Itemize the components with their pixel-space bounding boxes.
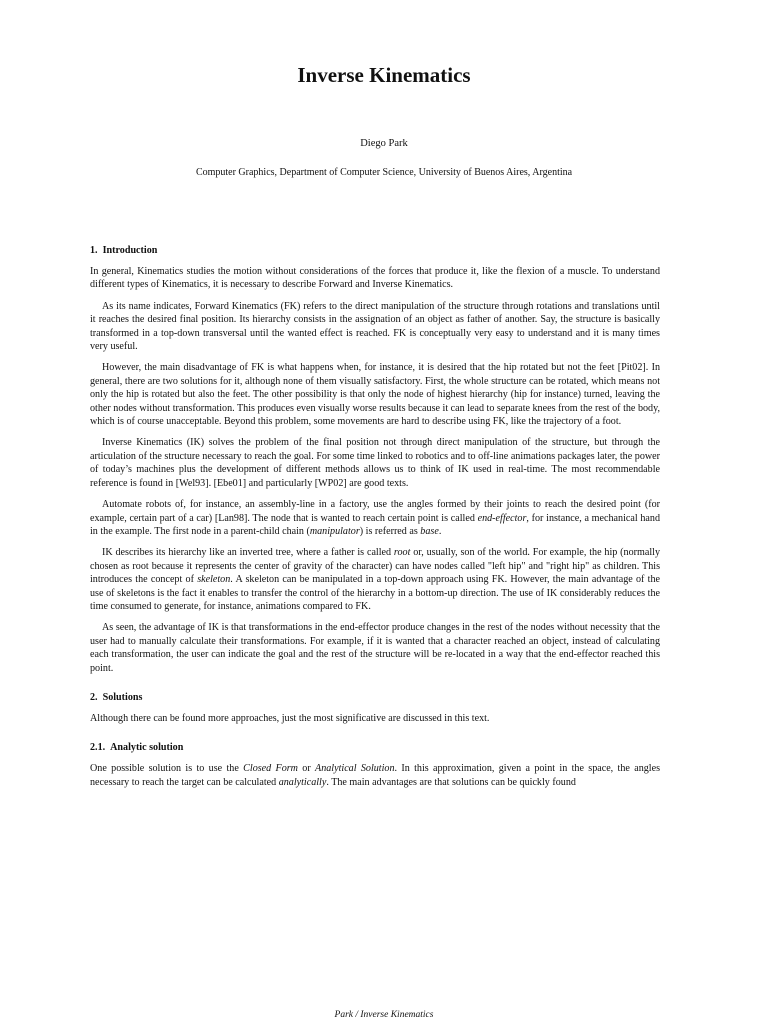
author-affiliation: Computer Graphics, Department of Computer Science, University of Buenos Aires, Argentina: [195, 167, 573, 178]
author-name: Diego Park: [360, 138, 408, 149]
paragraph: [90, 498, 660, 538]
emphasis: base: [420, 525, 439, 537]
section-number: 1.: [90, 245, 98, 256]
emphasis: root: [393, 547, 411, 559]
section-title: Analytic solution: [110, 742, 184, 754]
text-run: .: [438, 525, 442, 537]
text-run: . A skeleton can be manipulated in a top-down approach using FK. However, the main advantage of the use of skeletons is the fact it enables to transfer the control of the hierarchy in a bottom-up direction. The use of IK considerably reduces the time consumed to generate, for instance, animations compared to FK.: [90, 574, 661, 612]
emphasis: Analytical Solution: [315, 763, 395, 775]
text-run: , for instance, a mechanical hand in the example. The first node in a parent-child chain (: [90, 512, 660, 537]
text-run: . In this approximation, given a point in the space, the angles necessary to reach the target can be calculated: [90, 763, 660, 788]
emphasis: skeleton: [197, 574, 231, 586]
paragraph: In general, Kinematics studies the motion without considerations of the forces that produce it, like the flexion of a muscle. To understand different types of Kinematics, it is necessary to describe Forward and Inverse Kinematics.: [90, 266, 660, 291]
section-heading-introduction: [90, 244, 660, 257]
paper-title: Inverse Kinematics: [297, 63, 471, 87]
paragraph: As its name indicates, Forward Kinematics (FK) refers to the direct manipulation of the structure through rotations and translations until it reaches the desired final position. Its hierarchy consists in the assignation of an object as father of another. Say, the structure is basically transformed in a top-down transversal until the wanted effect is reached. FK is conceptually very easy to understand and it is many times very useful.: [90, 300, 660, 353]
section-number: 2.: [90, 691, 98, 703]
emphasis: Closed Form: [243, 763, 298, 775]
section-title: Solutions: [102, 691, 143, 703]
paragraph: [90, 546, 660, 613]
paragraph: Inverse Kinematics (IK) solves the problem of the final position not through direct manipulation of the structure, but through the articulation of the structure necessary to reach the goal. For some time linked to robotics and to off-line animations packages later, the power of today’s machines plus the development of different methods allows us to think of IK used in real-time. The most recommendable reference is found in [Wel93]. [Ebe01] and particularly [WP02] are good texts.: [90, 437, 660, 489]
paragraph: As seen, the advantage of IK is that transformations in the end-effector produce changes in the rest of the nodes without necessity that the user had to manually calculate their transformations. For example, if it is wanted that a character reached an object, instead of calculating each transformation, the user can indicate the goal and the rest of the structure will be re-located in a way that the end-effector reached this point.: [90, 622, 660, 674]
emphasis: end-effector: [477, 512, 527, 524]
paper-body: [90, 244, 660, 797]
section-title: Introduction: [102, 245, 158, 256]
text-run: Automate robots of, for instance, an assembly-line in a factory, use the angles formed by their joints to reach the desired point (for example, certain part of a car) [Lan98]. The node that is wanted to reach certain point is called: [90, 499, 660, 524]
section-heading-solutions: [90, 691, 660, 704]
running-footer: Park / Inverse Kinematics: [334, 1010, 434, 1020]
paragraph: However, the main disadvantage of FK is what happens when, for instance, it is desired that the hip rotated but not the feet [Pit02]. In general, there are two solutions for it, although none of them visually satisfactory. First, the whole structure can be rotated, which means not only the hip is rotated but also the feet. The other possibility is that only the node of highest hierarchy (hip for instance) turned, leaving the other nodes without transformation. This produces even visually worse results because it can lead to separate knees from the rest of the body, which is of course unacceptable. Beyond this problem, some movements are hard to describe using FK, like the trajectory of a foot.: [90, 362, 660, 428]
text-run: One possible solution is to use the: [90, 763, 244, 775]
section-number: 2.1.: [90, 742, 106, 754]
paragraph: [90, 762, 660, 789]
text-run: or, usually, son of the world. For example, the hip (normally chosen as root because it represents the center of gravity of the character) can have nodes called "left hip" and "right hip" as children. This introduces the concept of: [90, 547, 660, 586]
emphasis: analytically: [278, 776, 327, 788]
emphasis: manipulator: [309, 525, 360, 537]
text-run: or: [297, 763, 316, 775]
text-run: . The main advantages are that solutions can be quickly found: [326, 776, 576, 788]
text-run: ) is referred as: [359, 525, 421, 537]
text-run: IK describes its hierarchy like an inverted tree, where a father is called: [102, 547, 394, 559]
paragraph: Although there can be found more approaches, just the most significative are discussed in this text.: [90, 712, 490, 724]
section-heading-analytic-solution: [90, 741, 660, 754]
